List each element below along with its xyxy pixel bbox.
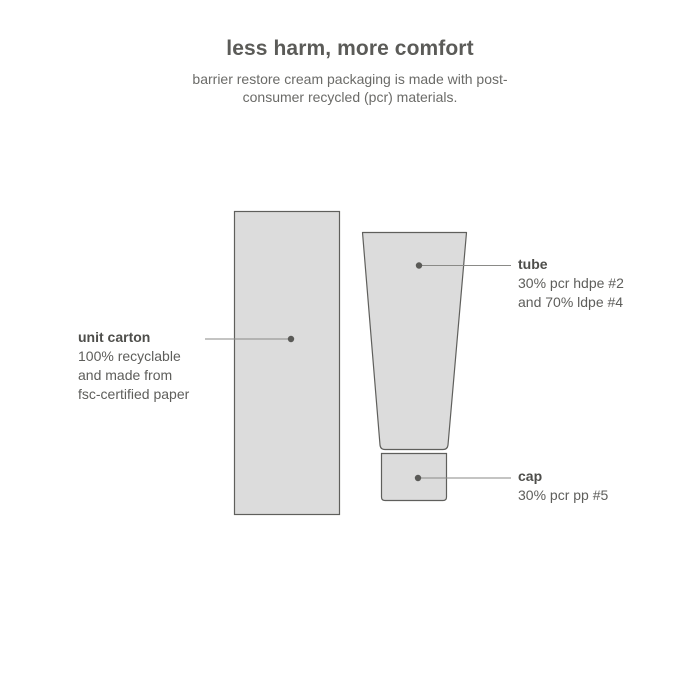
- tube-label-line-1: 30% pcr hdpe #2: [518, 275, 624, 291]
- cap-label-title: cap: [518, 468, 543, 484]
- cap-shape: [382, 454, 447, 501]
- page-title: less harm, more comfort: [226, 37, 474, 60]
- carton-label: [78, 328, 189, 404]
- tube-label-line-2: and 70% ldpe #4: [518, 294, 624, 310]
- subtitle-line-2: consumer recycled (pcr) materials.: [242, 89, 458, 105]
- carton-shape: [235, 212, 340, 515]
- carton-label-line-1: 100% recyclable: [78, 348, 181, 364]
- tube-marker-dot: [416, 262, 422, 268]
- carton-marker-dot: [288, 336, 294, 342]
- subtitle-line-1: barrier restore cream packaging is made with post-: [192, 71, 508, 87]
- tube-label-title: tube: [518, 256, 548, 272]
- cap-marker-dot: [415, 475, 421, 481]
- cap-label: [518, 467, 608, 505]
- cap-label-line-1: 30% pcr pp #5: [518, 487, 609, 503]
- carton-label-line-3: fsc-certified paper: [78, 386, 190, 402]
- carton-label-title: unit carton: [78, 329, 151, 345]
- carton-label-line-2: and made from: [78, 367, 173, 383]
- tube-label: [518, 255, 624, 312]
